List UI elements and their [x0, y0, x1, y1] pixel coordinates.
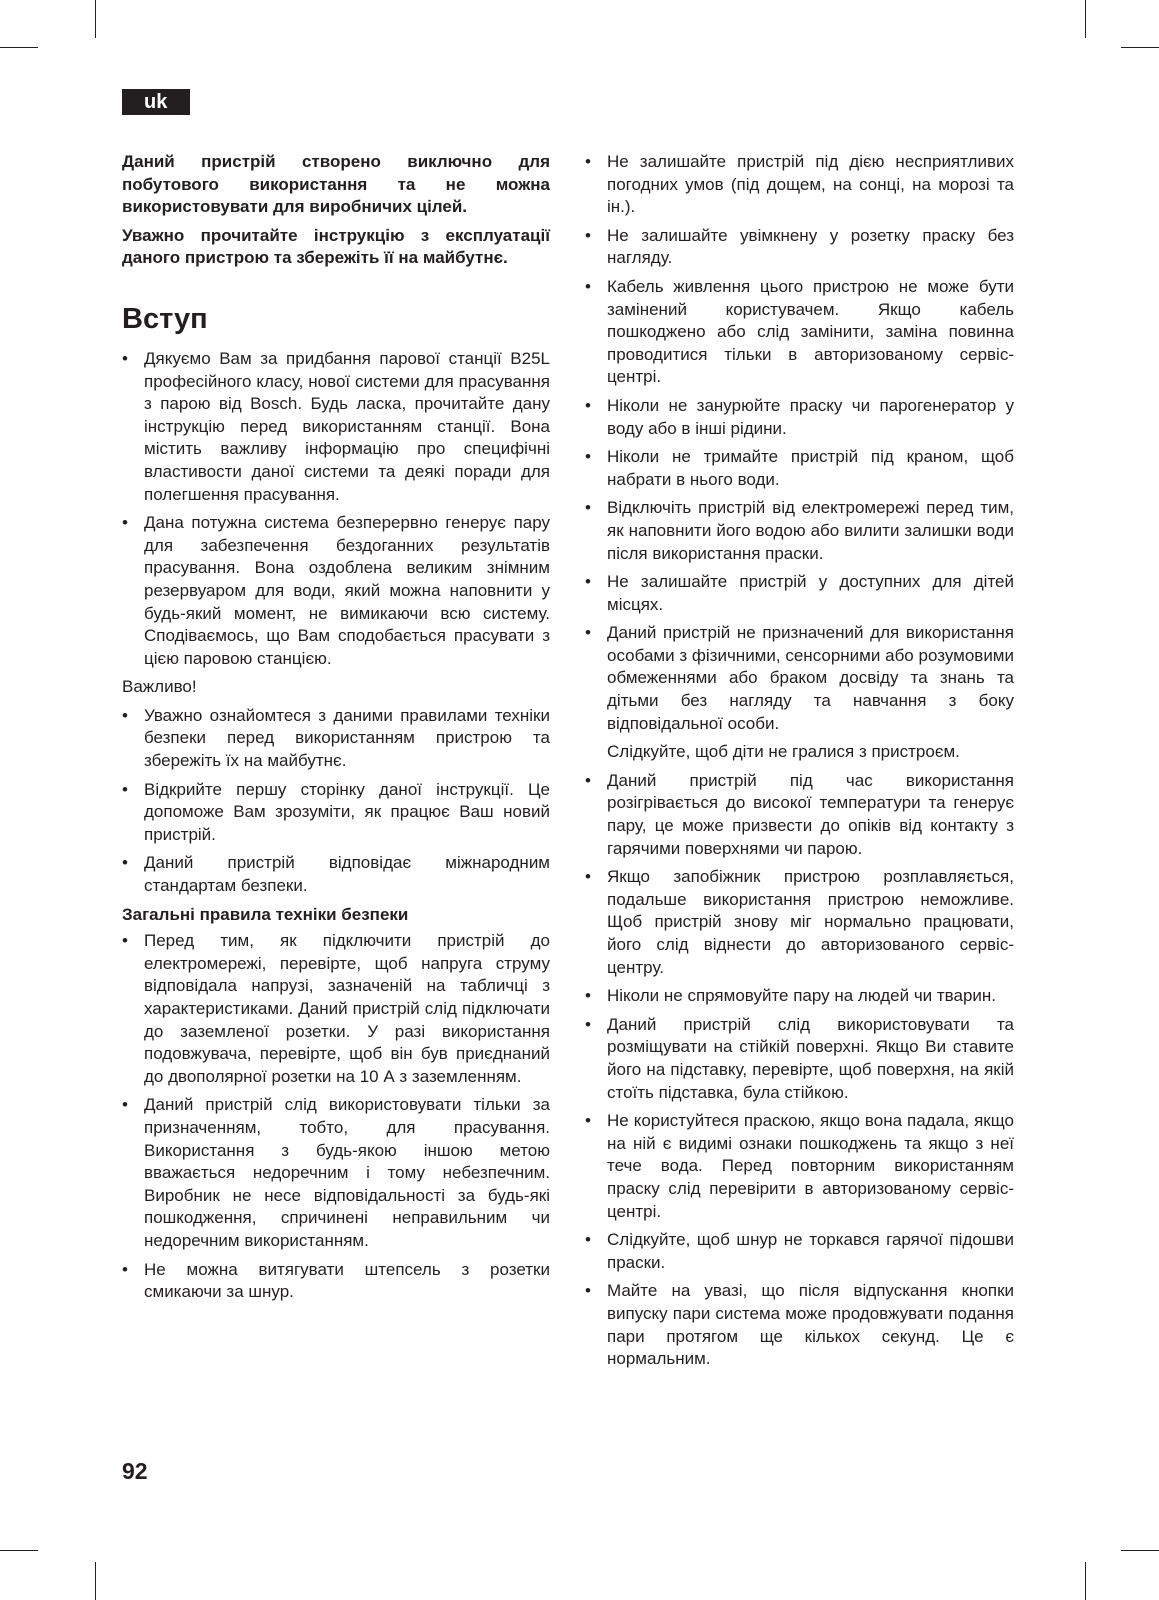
note: Слідкуйте, щоб діти не гралися з пристроєм. — [607, 742, 960, 762]
list-item — [585, 622, 1014, 735]
list-item-text: Уважно ознайомтеся з даними правилами техніки безпеки перед використанням пристрою та збережіть їх на майбутнє. — [144, 705, 550, 771]
list-item-text: Не залишайте пристрій під дією несприятливих погодних умов (під дощем, на сонці, на морозі та ін.). — [607, 152, 1014, 217]
list-item-text: Відкрийте першу сторінку даної інструкції. Це допоможе Вам зрозуміти, як працює Ваш новий пристрій. — [144, 779, 550, 844]
bullet-icon: • — [585, 623, 591, 643]
bullet-icon: • — [122, 348, 128, 368]
list-item — [122, 1094, 550, 1252]
page-number: 92 — [122, 1458, 148, 1484]
bullet-icon: • — [585, 1281, 591, 1301]
list-item — [122, 1259, 550, 1304]
right-column — [585, 151, 1014, 1377]
crop-mark — [0, 1550, 38, 1551]
safety-list — [122, 930, 550, 1304]
bullet-icon: • — [585, 1111, 591, 1131]
list-item — [585, 1229, 1014, 1274]
bullet-icon: • — [585, 1014, 591, 1034]
safety-list — [585, 151, 1014, 735]
crop-mark — [1085, 0, 1086, 38]
list-item — [585, 446, 1014, 491]
list-item — [122, 512, 550, 670]
bullet-icon: • — [585, 395, 591, 415]
bullet-icon: • — [585, 276, 591, 296]
list-item-text: Дана потужна система безперервно генерує пару для забезпечення бездоганних результатів прасування. Вона оздоблена великим знімним резервуаром для води, який можна наповнити у будь-який момент, не вимикаючи всю систему. Сподіваємось, що Вам сподобається прасувати з цією паровою станцією. — [144, 513, 550, 668]
list-item-text: Не залишайте пристрій у доступних для дітей місцях. — [607, 572, 1014, 614]
bullet-icon: • — [585, 225, 591, 245]
language-tab: uk — [122, 89, 190, 115]
list-item-text: Перед тим, як підключити пристрій до електромережі, перевірте, щоб напруга струму відповідала напрузі, зазначеній на табличці з характеристиками. Даний пристрій слід підключати до заземленої розетки. У разі використання подовжувача, перевірте, щоб він був приєднаний до двополярної розетки на 10 А з заземленням. — [144, 931, 550, 1086]
bullet-icon: • — [585, 986, 591, 1006]
list-item-text: Даний пристрій не призначений для використання особами з фізичними, сенсорними або розумовими обмеженнями або браком досвіду та знань та дітьми без нагляду та навчання з боку відповідальної особи. — [607, 623, 1014, 733]
bullet-icon: • — [122, 513, 128, 533]
list-item — [585, 1280, 1014, 1370]
list-item — [585, 497, 1014, 565]
list-item — [585, 571, 1014, 616]
crop-mark — [95, 1562, 96, 1600]
list-item — [122, 852, 550, 897]
bullet-icon: • — [122, 1259, 128, 1279]
bullet-icon: • — [122, 853, 128, 873]
crop-mark — [95, 0, 96, 38]
safety-list — [585, 770, 1014, 1371]
list-item-text: Даний пристрій слід використовувати тільки за призначенням, тобто, для прасування. Використання з будь-якою іншою метою вважається недоречним і тому небезпечним. Виробник не несе відповідальності за будь-які пошкодження, спричинені неправильним чи недоречним використанням. — [144, 1095, 550, 1250]
list-item — [122, 779, 550, 847]
list-item-text: Відключіть пристрій від електромережі перед тим, як наповнити його водою або вилити залишки води після використання праски. — [607, 498, 1014, 563]
bullet-icon: • — [122, 931, 128, 951]
list-item-text: Ніколи не тримайте пристрій під краном, щоб набрати в нього води. — [607, 447, 1014, 489]
bullet-icon: • — [585, 498, 591, 518]
bullet-icon: • — [585, 152, 591, 171]
list-item — [585, 395, 1014, 440]
bullet-icon: • — [122, 705, 128, 725]
list-item-text: Слідкуйте, щоб шнур не торкався гарячої підошви праски. — [607, 1230, 1014, 1272]
list-item — [585, 985, 1014, 1008]
bullet-icon: • — [585, 572, 591, 592]
list-item-text: Кабель живлення цього пристрою не може бути замінений користувачем. Якщо кабель пошкоджено або слід замінити, заміна повинна проводитися тільки в авторизованому сервіс-центрі. — [607, 276, 1014, 387]
list-item — [122, 705, 550, 773]
intro-notice: Уважно прочитайте інструкцію з експлуатації даного пристрою та збережіть її на майбутнє. — [122, 225, 550, 268]
list-item-text: Даний пристрій відповідає міжнародним стандартам безпеки. — [144, 853, 550, 896]
list-item — [585, 276, 1014, 389]
crop-mark — [1085, 1562, 1086, 1600]
bullet-icon: • — [122, 1095, 128, 1115]
bullet-icon: • — [585, 447, 591, 467]
list-item-text: Дякуємо Вам за придбання парової станції B25L професійного класу, нової системи для прасування з парою від Bosch. Будь ласка, прочитайте дану інструкцію перед використанням станції. Вона містить важливу інформацію про специфічні властивости даної системи та деякі поради для полегшення прасування. — [144, 348, 550, 504]
subsection-heading: Загальні правила техніки безпеки — [122, 904, 409, 924]
crop-mark — [0, 47, 38, 48]
section-heading: Вступ — [122, 302, 208, 335]
bullet-icon: • — [585, 1230, 591, 1250]
crop-mark — [1121, 47, 1159, 48]
list-item — [585, 225, 1014, 270]
bullet-icon: • — [585, 770, 591, 790]
list-item — [122, 930, 550, 1088]
list-item-text: Ніколи не спрямовуйте пару на людей чи тварин. — [607, 986, 997, 1006]
list-item — [122, 348, 550, 506]
list-item-text: Ніколи не занурюйте праску чи парогенератор у воду або в інші рідини. — [607, 395, 1014, 438]
important-list — [122, 705, 550, 898]
list-item-text: Не можна витягувати штепсель з розетки смикаючи за шнур. — [144, 1259, 550, 1302]
list-item — [585, 1110, 1014, 1223]
list-item — [585, 151, 1014, 219]
list-item — [585, 866, 1014, 979]
intro-notice: Даний пристрій створено виключно для побутового використання та не можна використовувати для виробничих цілей. — [122, 152, 550, 217]
intro-list — [122, 348, 550, 670]
important-label: Важливо! — [122, 677, 197, 697]
list-item-text: Даний пристрій під час використання розігрівається до високої температури та генерує пару, це може призвести до опіків від контакту з гарячими поверхнями чи парою. — [607, 770, 1014, 858]
list-item-text: Якщо запобіжник пристрою розплавляється, подальше використання пристрою неможливе. Щоб пристрій знову міг нормально працювати, його слід віднести до авторизованого сервіс-центру. — [607, 867, 1014, 977]
list-item-text: Даний пристрій слід використовувати та розміщувати на стійкій поверхні. Якщо Ви ставите його на підставку, перевірте, щоб поверхня, на якій стоїть підставка, була стійкою. — [607, 1014, 1014, 1102]
list-item-text: Майте на увазі, що після відпускання кнопки випуску пари система може продовжувати подання пари протягом ще кількох секунд. Це є нормальним. — [607, 1281, 1014, 1369]
list-item — [585, 1014, 1014, 1104]
left-column — [122, 151, 550, 1310]
list-item — [585, 770, 1014, 860]
bullet-icon: • — [585, 867, 591, 887]
list-item-text: Не залишайте увімкнену у розетку праску без нагляду. — [607, 225, 1014, 268]
crop-mark — [1121, 1550, 1159, 1551]
list-item-text: Не користуйтеся праскою, якщо вона падала, якщо на ній є видимі ознаки пошкоджень та якщо з неї тече вода. Перед повторним використанням праску слід перевірити в авторизованому сервіс-центрі. — [607, 1111, 1014, 1221]
bullet-icon: • — [122, 779, 128, 799]
